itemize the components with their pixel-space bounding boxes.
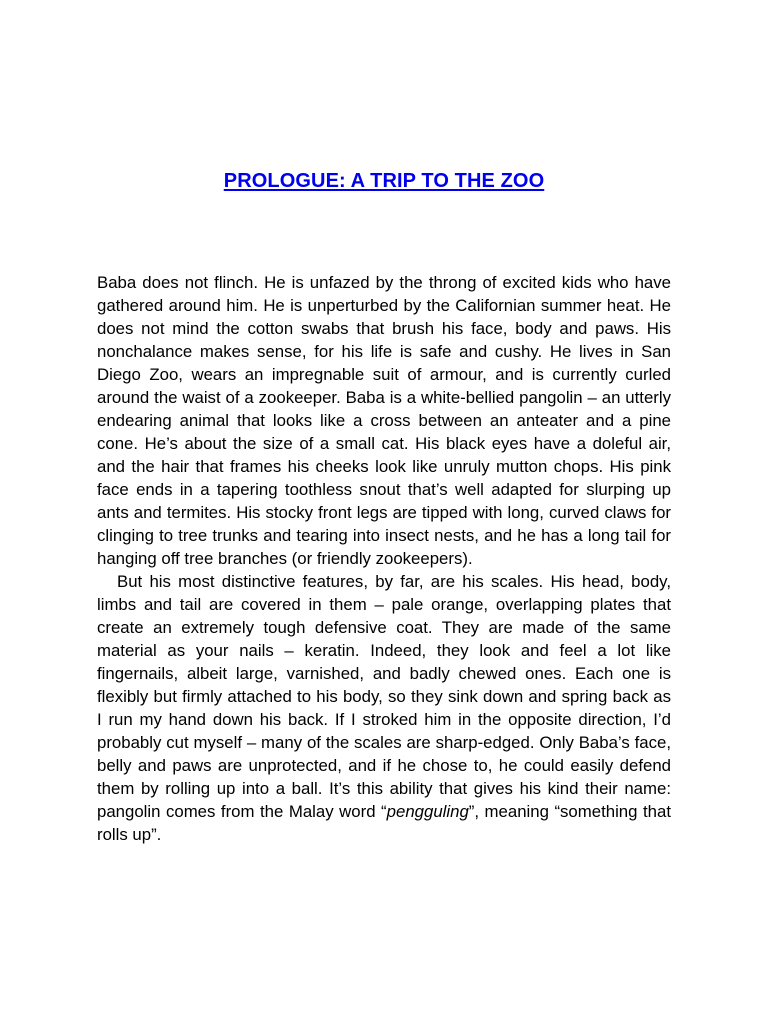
- paragraph-2: [97, 570, 671, 846]
- paragraph-1: Baba does not flinch. He is unfazed by the throng of excited kids who have gathered around him. He is unperturbed by the Californian summer heat. He does not mind the cotton swabs that brush his face, body and paws. His nonchalance makes sense, for his life is safe and cushy. He lives in San Diego Zoo, wears an impregnable suit of armour, and is currently curled around the waist of a zookeeper. Baba is a white-bellied pangolin – an utterly endearing animal that looks like a cross between an anteater and a pine cone. He’s about the size of a small cat. His black eyes have a doleful air, and the hair that frames his cheeks look like unruly mutton chops. His pink face ends in a tapering toothless snout that’s well adapted for slurping up ants and termites. His stocky front legs are tipped with long, curved claws for clinging to tree trunks and tearing into insect nests, and he has a long tail for hanging off tree branches (or friendly zookeepers).: [97, 273, 671, 568]
- paragraph-2-text-before: But his most distinctive features, by far, are his scales. His head, body, limbs and tail are covered in them – pale orange, overlapping plates that create an extremely tough defensive coat. They are made of the same material as your nails – keratin. Indeed, they look and feel a lot like fingernails, albeit large, varnished, and badly chewed ones. Each one is flexibly but firmly attached to his body, so they sink down and spring back as I run my hand down his back. If I stroked him in the opposite direction, I’d probably cut myself – many of the scales are sharp-edged. Only Baba’s face, belly and paws are unprotected, and if he chose to, he could easily defend them by rolling up into a ball. It’s this ability that gives his kind their name: pangolin comes from the Malay word “: [97, 572, 671, 821]
- emphasized-word: pengguling: [386, 802, 469, 821]
- chapter-body: [97, 271, 671, 846]
- paragraph-2-text-after: ”, meaning “something that rolls up”.: [97, 802, 671, 844]
- chapter-title: PROLOGUE: A TRIP TO THE ZOO: [223, 170, 545, 192]
